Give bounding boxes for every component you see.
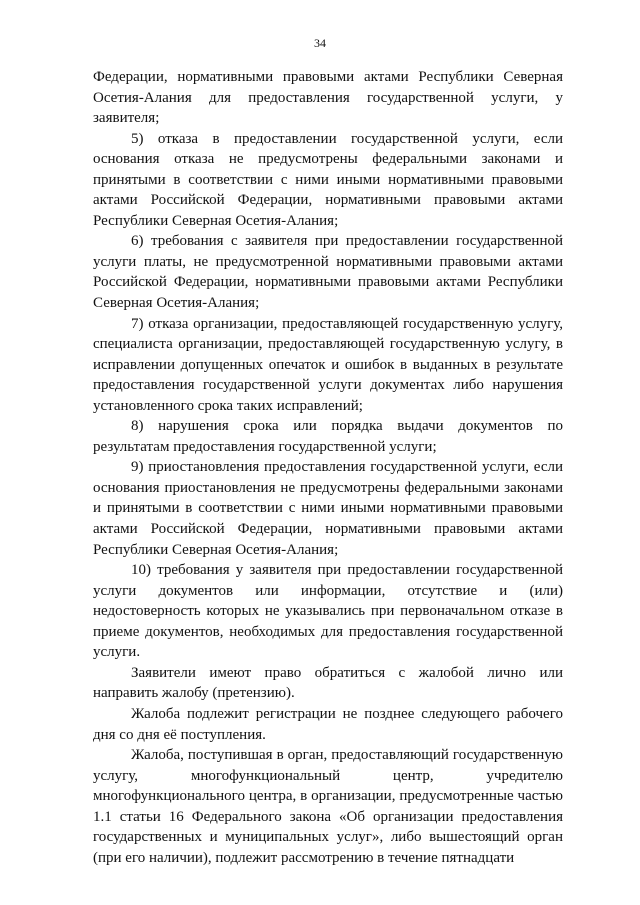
paragraph-complaint-review: Жалоба, поступившая в орган, предоставляющий государственную услугу, многофункциональный центр, учредителю многофункционального центра, в организации, предусмотренные частью 1.1 статьи 16 Федерального закона «Об организации предоставления государственных и муниципальных услуг», либо вышестоящий орган (при его наличии), подлежит рассмотрению в течение пятнадцати [93, 747, 563, 866]
paragraph-item-9: 9) приостановления предоставления государственной услуги, если основания приостановления не предусмотрены федеральными законами и принятыми в соответствии с ними иными нормативными правовыми актами Российской Федерации, нормативными правовыми актами Республики Северная Осетия-Алания; [93, 459, 563, 558]
paragraph-complaint-registration: Жалоба подлежит регистрации не позднее следующего рабочего дня со дня её поступления. [93, 705, 563, 743]
page-number: 34 [314, 36, 326, 50]
paragraph-continuation: Федерации, нормативными правовыми актами Республики Северная Осетия-Алания для предоставления государственной услуги, у заявителя; [93, 69, 563, 127]
paragraph-item-8: 8) нарушения срока или порядка выдачи документов по результатам предоставления государственной услуги; [93, 418, 563, 455]
paragraph-complaint-right: Заявители имеют право обратиться с жалобой лично или направить жалобу (претензию). [93, 664, 563, 702]
paragraph-item-5: 5) отказа в предоставлении государственной услуги, если основания отказа не предусмотрены федеральными законами и принятыми в соответствии с ними иными нормативными правовыми актами Российской Федерации, нормативными правовыми актами Республики Северная Осетия-Алания; [93, 130, 563, 229]
document-body [93, 67, 563, 868]
paragraph-item-6: 6) требования с заявителя при предоставлении государственной услуги платы, не предусмотренной нормативными правовыми актами Российской Федерации, нормативными правовыми актами Республики Северная Осетия-Алания; [93, 233, 563, 312]
paragraph-item-10: 10) требования у заявителя при предоставлении государственной услуги документов или информации, отсутствие и (или) недостоверность которых не указывались при первоначальном отказе в приеме документов, необходимых для предоставления государственной услуги. [93, 562, 563, 661]
paragraph-item-7: 7) отказа организации, предоставляющей государственную услугу, специалиста организации, предоставляющей государственную услугу, в исправлении допущенных опечаток и ошибок в выданных в результате предоставления государственной услуги документах либо нарушения установленного срока таких исправлений; [93, 315, 563, 414]
